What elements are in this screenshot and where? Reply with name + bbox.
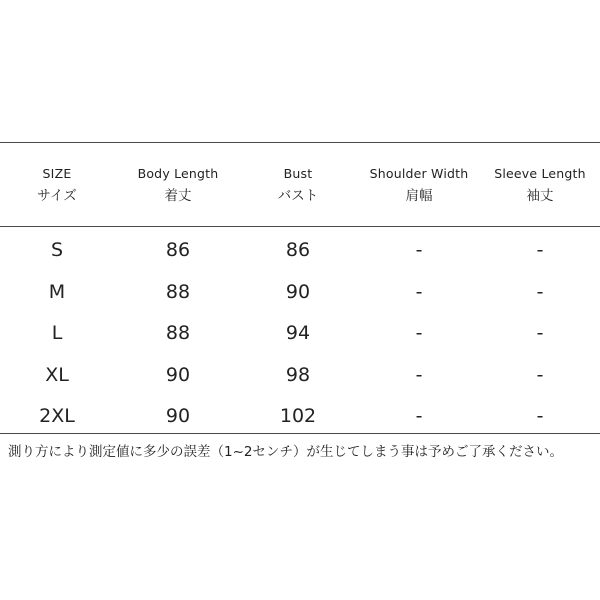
header-divider-rule bbox=[0, 226, 600, 227]
cell-size: 2XL bbox=[39, 405, 75, 427]
cell-bust: 90 bbox=[285, 281, 311, 303]
cell-bust: 94 bbox=[285, 322, 311, 344]
header-size-en: SIZE bbox=[42, 166, 72, 181]
cell-body-length: 90 bbox=[165, 364, 191, 386]
cell-sleeve-length: - bbox=[536, 239, 544, 261]
cell-shoulder-width: - bbox=[415, 281, 423, 303]
table-row bbox=[0, 356, 600, 394]
cell-sleeve-length: - bbox=[536, 281, 544, 303]
table-row bbox=[0, 231, 600, 269]
header-sleeve-length-jp: 袖丈 bbox=[526, 188, 554, 204]
header-sleeve-length bbox=[475, 163, 600, 207]
table-row bbox=[0, 314, 600, 352]
cell-shoulder-width: - bbox=[415, 322, 423, 344]
header-bust bbox=[233, 163, 363, 207]
table-header-row bbox=[0, 163, 600, 213]
header-body-length-en: Body Length bbox=[137, 166, 219, 181]
header-size bbox=[0, 163, 122, 207]
table-row bbox=[0, 273, 600, 311]
header-bust-en: Bust bbox=[283, 166, 313, 181]
cell-size: L bbox=[51, 322, 63, 344]
header-shoulder-width bbox=[354, 163, 484, 207]
cell-size: XL bbox=[45, 364, 69, 386]
header-shoulder-width-en: Shoulder Width bbox=[369, 166, 469, 181]
cell-body-length: 86 bbox=[165, 239, 191, 261]
measurement-note: 測り方により測定値に多少の誤差（1~2センチ）が生じてしまう事は予めご了承ください。 bbox=[8, 444, 563, 460]
cell-body-length: 90 bbox=[165, 405, 191, 427]
table-row bbox=[0, 397, 600, 435]
cell-shoulder-width: - bbox=[415, 405, 423, 427]
header-bust-jp: バスト bbox=[277, 188, 319, 204]
header-body-length bbox=[113, 163, 243, 207]
cell-sleeve-length: - bbox=[536, 364, 544, 386]
cell-body-length: 88 bbox=[165, 322, 191, 344]
cell-bust: 102 bbox=[279, 405, 317, 427]
cell-bust: 86 bbox=[285, 239, 311, 261]
cell-shoulder-width: - bbox=[415, 364, 423, 386]
cell-size: M bbox=[48, 281, 66, 303]
header-shoulder-width-jp: 肩幅 bbox=[405, 188, 433, 204]
cell-sleeve-length: - bbox=[536, 322, 544, 344]
header-size-jp: サイズ bbox=[37, 188, 77, 204]
table-top-rule bbox=[0, 142, 600, 143]
cell-size: S bbox=[50, 239, 64, 261]
cell-shoulder-width: - bbox=[415, 239, 423, 261]
cell-sleeve-length: - bbox=[536, 405, 544, 427]
header-sleeve-length-en: Sleeve Length bbox=[494, 166, 586, 181]
header-body-length-jp: 着丈 bbox=[164, 188, 192, 204]
cell-bust: 98 bbox=[285, 364, 311, 386]
cell-body-length: 88 bbox=[165, 281, 191, 303]
